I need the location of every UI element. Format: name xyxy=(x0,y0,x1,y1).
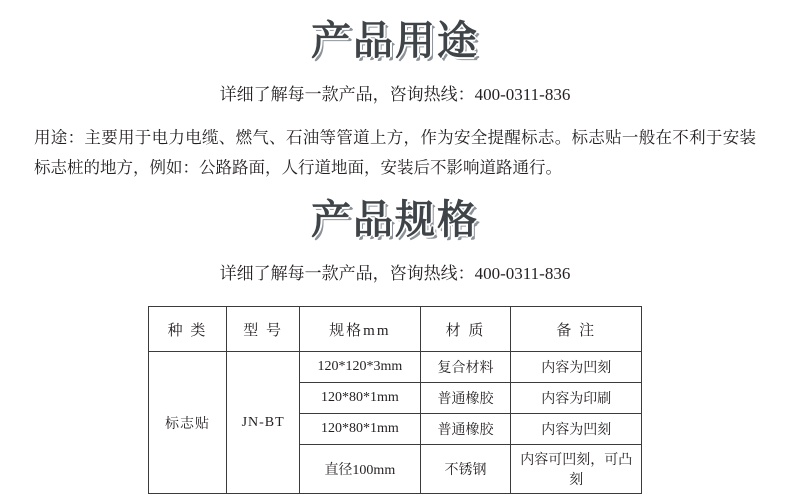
section-title-spec: 产品规格 xyxy=(311,197,479,243)
cell-note: 内容为凹刻 xyxy=(511,414,642,445)
table-header-row xyxy=(149,307,642,352)
header-model: 型 号 xyxy=(227,307,300,352)
cell-model: JN-BT xyxy=(227,352,300,494)
cell-note: 内容可凹刻，可凸刻 xyxy=(511,445,642,494)
table-row xyxy=(149,352,642,383)
header-spec: 规格mm xyxy=(300,307,420,352)
cell-spec: 直径100mm xyxy=(300,445,420,494)
cell-material: 普通橡胶 xyxy=(420,414,511,445)
spec-table-wrapper xyxy=(0,306,790,494)
cell-spec: 120*80*1mm xyxy=(300,383,420,414)
cell-material: 不锈钢 xyxy=(420,445,511,494)
cell-spec: 120*80*1mm xyxy=(300,414,420,445)
header-material: 材 质 xyxy=(420,307,511,352)
header-note: 备 注 xyxy=(511,307,642,352)
section-title-usage: 产品用途 xyxy=(311,18,479,64)
cell-material: 普通橡胶 xyxy=(420,383,511,414)
usage-description: 用途：主要用于电力电缆、燃气、石油等管道上方，作为安全提醒标志。标志贴一般在不利于安装标志桩的地方，例如：公路路面，人行道地面，安装后不影响道路通行。 xyxy=(34,128,756,177)
cell-kind: 标志贴 xyxy=(149,352,227,494)
section-subtitle-usage: 详细了解每一款产品，咨询热线：400-0311-836 xyxy=(219,85,571,104)
cell-spec: 120*120*3mm xyxy=(300,352,420,383)
spec-table xyxy=(148,306,642,494)
cell-note: 内容为印刷 xyxy=(511,383,642,414)
header-kind: 种 类 xyxy=(149,307,227,352)
cell-note: 内容为凹刻 xyxy=(511,352,642,383)
section-subtitle-spec: 详细了解每一款产品，咨询热线：400-0311-836 xyxy=(219,264,571,283)
cell-material: 复合材料 xyxy=(420,352,511,383)
